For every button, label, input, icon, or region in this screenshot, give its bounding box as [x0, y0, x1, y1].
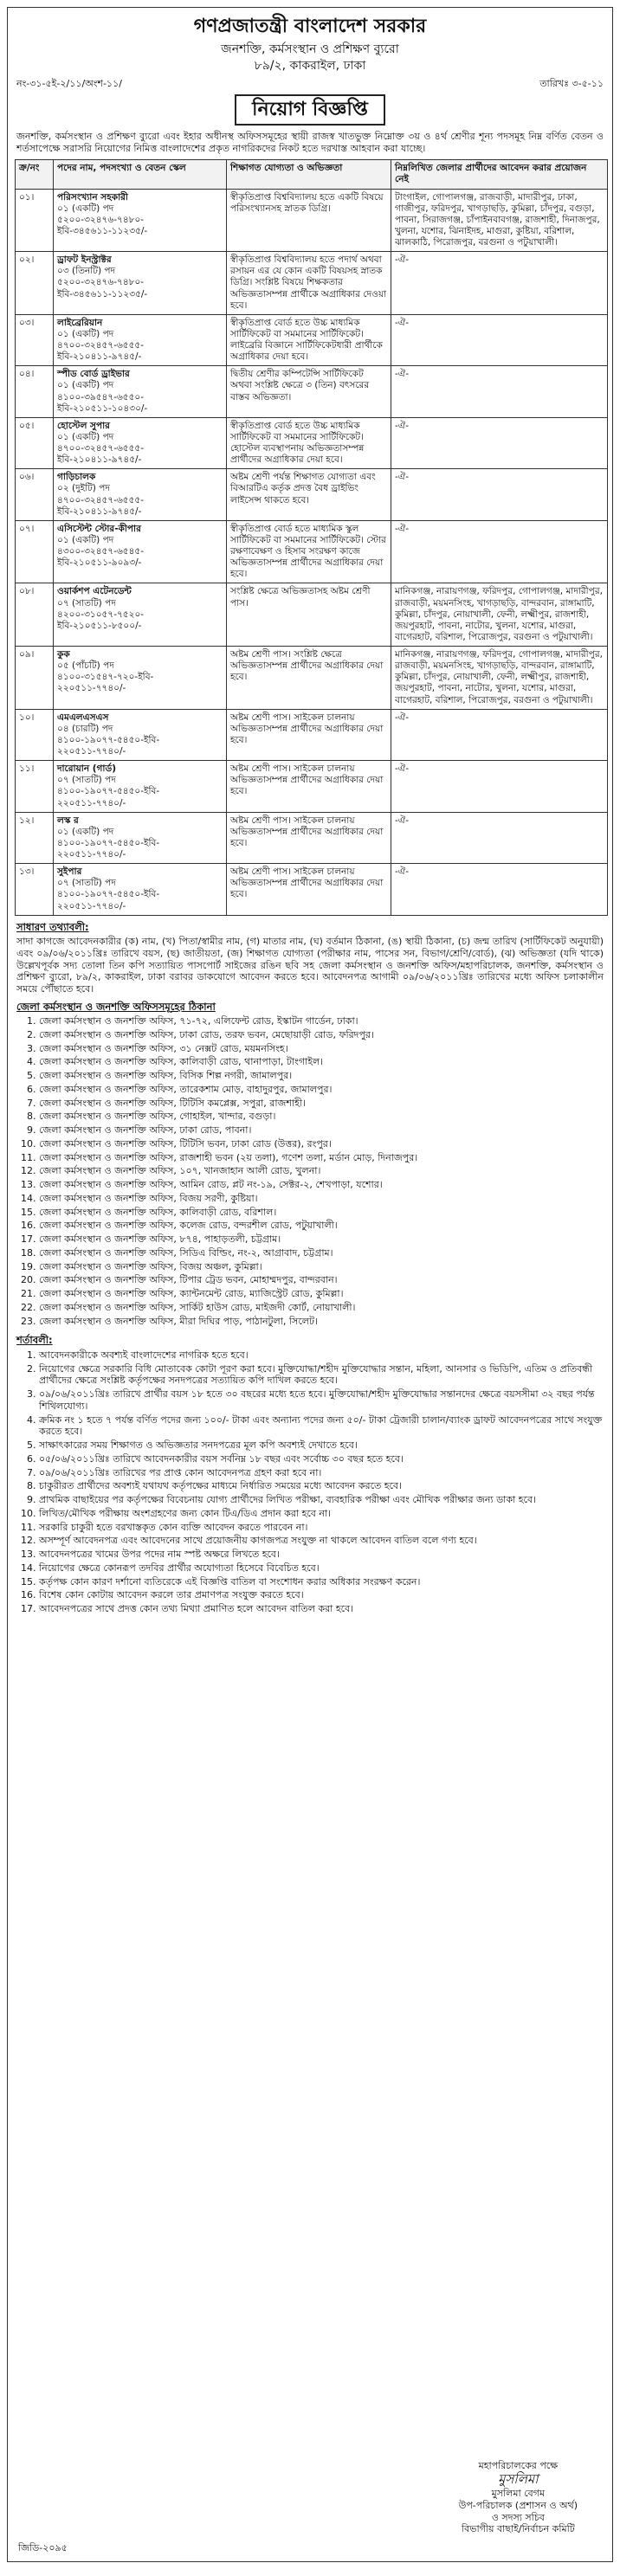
office-item: 1. জেলা কর্মসংস্থান ও জনশক্তি অফিস, ৭১-৭২, এলিফেন্ট রোড, ইস্কাটন গার্ডেন, ঢাকা। [39, 1015, 604, 1027]
table-row [16, 417, 608, 469]
office-item: 10. জেলা কর্মসংস্থান ও জনশক্তি অফিস, টিটিসি ভবন, ঢাকা রোড (উত্তর), রংপুর। [39, 1138, 604, 1150]
offices-list [16, 1015, 604, 1327]
row-qualification: স্বীকৃতিপ্রাপ্ত বোর্ড হতে উচ্চ মাধ্যমিক সার্টিফিকেট বা সমমানের সার্টিফিকেট। হোস্টেল ব্যবস্থাপনায় অভিজ্ঞতাসম্পন্ন প্রার্থীদের অগ্রাধিকার দেয়া হবে। [227, 417, 391, 469]
row-serial: ০২। [16, 252, 54, 315]
office-item: 4. জেলা কর্মসংস্থান ও জনশক্তি অফিস, কালিবাড়ী রোড, থানাপাড়া, টাংগাইল। [39, 1056, 604, 1068]
reference-line [8, 74, 612, 93]
footer-code: জিডি-২০৯৫ [18, 2542, 68, 2554]
col-serial: ক্র/নং [16, 160, 54, 189]
row-post-cell [54, 314, 227, 366]
row-serial: ০৩। [16, 314, 54, 366]
row-serial: ০৪। [16, 366, 54, 418]
row-excluded-districts: -ঐ- [391, 761, 608, 813]
office-item: 16. জেলা কর্মসংস্থান ও জনশক্তি অফিস, কলেজ রোড, বন্দরশীল রোড, পটুয়াখালী। [39, 1220, 604, 1232]
post-count: ০৭ (সাতটি) পদ [57, 775, 116, 786]
row-post-cell [54, 812, 227, 864]
post-name: পরিসংখ্যান সহকারী [57, 191, 128, 203]
col-qualification: শিক্ষাগত যোগ্যতা ও অভিজ্ঞতা [227, 160, 391, 189]
signatory-committee: বিভাগীয় বাছাই/নির্বাচন কমিটি [462, 2523, 575, 2535]
office-item: 2. জেলা কর্মসংস্থান ও জনশক্তি অফিস, ঢাকা রোড, তরফ ভবন, মেছোয়াড়ী রোড, ফরিদপুর। [39, 1029, 604, 1041]
notice-page [7, 7, 613, 2562]
table-row [16, 366, 608, 418]
row-post-cell [54, 469, 227, 521]
pay-grade: ২২০৫১১-৭৭৪০/- [57, 746, 126, 757]
signature-block [459, 2460, 578, 2536]
condition-item: 8. চাকুরীরত প্রার্থীদের অবশ্যই যথাযথ কর্তৃপক্ষের মাধ্যমে নির্ধারিত সময়ের মধ্যে আবেদন করতে হবে। [39, 1480, 604, 1492]
row-post-cell [54, 520, 227, 583]
post-name: ওয়ার্কশপ এটেনডেন্ট [57, 586, 132, 597]
row-post-cell [54, 709, 227, 761]
offices-section [8, 995, 612, 1328]
table-row [16, 583, 608, 647]
col-excluded-districts: নিম্নলিখিত জেলার প্রার্থীদের আবেদন করার প্রয়োজন নেই [391, 160, 608, 189]
condition-item: 14. নিয়োগের ক্ষেত্রে কোনরূপ তদবির প্রার্থীর অযোগ্যতা হিসেবে বিবেচিত হবে। [39, 1562, 604, 1575]
post-count: ০১ (একটি) পদ [57, 328, 114, 339]
post-count: ০১ (একটি) পদ [57, 534, 114, 545]
row-qualification: স্বীকৃতিপ্রাপ্ত বোর্ড হতে উচ্চ মাধ্যমিক সার্টিফিকেট বা সমমানের সার্টিফিকেট। লাইব্রেরি বিজ্ঞানে সার্টিফিকেটধারী প্রার্থীকে অগ্রাধিকার দেয়া হবে। [227, 314, 391, 366]
post-count: ০১ (একটি) পদ [57, 203, 114, 214]
signature-mark: মুসলিমা [498, 2471, 539, 2488]
government-name: গণপ্রজাতন্ত্রী বাংলাদেশ সরকার [193, 15, 427, 37]
row-qualification: অষ্টম শ্রেণী পাস। সাইকেল চালনায় অভিজ্ঞতাসম্পন্ন প্রার্থীদের অগ্রাধিকার দেয়া হবে। [227, 709, 391, 761]
row-qualification: দ্বিতীয় শ্রেণীর কম্পিটেন্সি সার্টিফিকেট অথবা সংশ্লিষ্ট ক্ষেত্রে ৩ (তিন) বৎসরের বাস্তব অভিজ্ঞতা। [227, 366, 391, 418]
department-address: ৮৯/২, কাকরাইল, ঢাকা [254, 59, 366, 73]
pay-scale: ৪১০০-১৯০৭৭-৫৪৫০-ইবি- [57, 837, 160, 848]
office-item: 13. জেলা কর্মসংস্থান ও জনশক্তি অফিস, আমিন রোড, প্লট নং-১৯, সেক্টর-২, শেখপাড়া, যশোর। [39, 1179, 604, 1191]
row-post-cell [54, 366, 227, 418]
row-qualification: স্বীকৃতিপ্রাপ্ত বিশ্ববিদ্যালয় হতে একটি বিষয়ে পরিসংখ্যানসহ স্নাতক ডিগ্রি। [227, 189, 391, 252]
table-row [16, 647, 608, 710]
office-item: 8. জেলা কর্মসংস্থান ও জনশক্তি অফিস, গোহাইল, খান্দার, বগুড়া। [39, 1111, 604, 1123]
office-item: 21. জেলা কর্মসংস্থান ও জনশক্তি অফিস, ক্যান্টনমেন্ট রোড, ম্যাজিস্ট্রেট রোড, কুমিল্লা। [39, 1288, 604, 1300]
post-name: এসিস্টেন্ট স্টোর-কীপার [57, 523, 141, 534]
row-serial: ০৫। [16, 417, 54, 469]
row-excluded-districts: -ঐ- [391, 812, 608, 864]
row-qualification: স্বীকৃতিপ্রাপ্ত বোর্ড হতে মাধ্যমিক স্কুল সার্টিফিকেট বা সমমানের সার্টিফিকেট। স্টোর রক্ষণাবেক্ষণ ও হিসাব সংরক্ষণ কাজে অভিজ্ঞতাসম্পন্ন প্রার্থীদের অগ্রাধিকার দেয়া হবে। [227, 520, 391, 583]
general-info-section [8, 916, 612, 995]
condition-item: 6. ০৫/০৬/২০১১খ্রিঃ তারিখে আবেদনকারীর বয়স সর্বনিম্ন ১৮ বছর এবং সর্বোচ্চ ৩০ বছর হতে হবে। [39, 1453, 604, 1465]
row-qualification: সংশ্লিষ্ট ক্ষেত্রে অভিজ্ঞতাসহ অষ্টম শ্রেণী পাস। [227, 583, 391, 647]
row-qualification: অষ্টম শ্রেণী পাস। সংশ্লিষ্ট ক্ষেত্রে অভিজ্ঞতাসম্পন্ন প্রার্থীদের অগ্রাধিকার দেয়া হবে। [227, 647, 391, 710]
row-excluded-districts: -ঐ- [391, 469, 608, 521]
jobs-table-header [16, 160, 608, 189]
memo-number: নং-৩১-৫ই-২/১১/অংশ-১১/ [16, 77, 122, 89]
notice-title: নিয়োগ বিজ্ঞপ্তি [235, 94, 385, 126]
row-excluded-districts: -ঐ- [391, 864, 608, 916]
general-info-title: সাধারণ তথ্যাবলী: [16, 920, 89, 933]
post-count: ০১ (একটি) পদ [57, 380, 114, 391]
jobs-table [15, 159, 608, 915]
post-name: গাড়িচালক [57, 472, 96, 483]
row-serial: ০৭। [16, 520, 54, 583]
row-post-cell [54, 647, 227, 710]
notice-date: তারিখঃ ৩-৫-১১ [539, 77, 604, 89]
condition-item: 9. প্রাথমিক বাছাইয়ের পর কর্তৃপক্ষের বিবেচনায় যোগ্য প্রার্থীদের লিখিত পরীক্ষা, ব্যবহারিক পরীক্ষা এবং মৌখিক পরীক্ষার জন্য ডাকা হবে। [39, 1494, 604, 1506]
row-post-cell [54, 761, 227, 813]
row-serial: ০৯। [16, 647, 54, 710]
office-item: 12. জেলা কর্মসংস্থান ও জনশক্তি অফিস, ১০৭, খানজাহান আলী রোড, খুলনা। [39, 1165, 604, 1177]
condition-item: 10. লিখিত/মৌখিক পরীক্ষায় অংশগ্রহণের জন্য কোন টিএ/ডিএ প্রদান করা হবে না। [39, 1508, 604, 1520]
row-serial: ১২। [16, 812, 54, 864]
col-post: পদের নাম, পদসংখ্যা ও বেতন স্কেল [54, 160, 227, 189]
office-item: 23. জেলা কর্মসংস্থান ও জনশক্তি অফিস, মীরা দিঘির পাড়, পাঠানটুলা, সিলেট। [39, 1316, 604, 1328]
condition-item: 7. ০৯/০৬/২০১১খ্রিঃ তারিখের পর প্রাপ্ত কোন আবেদনপত্র গ্রহণ করা হবে না। [39, 1467, 604, 1479]
pay-grade: ইবি-২১০৫১১-৯০৯৩/- [57, 557, 142, 569]
post-count: ০১ (একটি) পদ [57, 826, 114, 837]
office-item: 14. জেলা কর্মসংস্থান ও জনশক্তি অফিস, বিজয় সরণী, কুষ্টিয়া। [39, 1193, 604, 1205]
table-row [16, 812, 608, 864]
row-post-cell [54, 189, 227, 252]
row-excluded-districts: -ঐ- [391, 417, 608, 469]
row-serial: ১৩। [16, 864, 54, 916]
row-post-cell [54, 417, 227, 469]
row-qualification: স্বীকৃতিপ্রাপ্ত বিশ্ববিদ্যালয় হতে পদার্থ অথবা রসায়ন এর যে কোন একটি বিষয়সহ স্নাতক ডিগ্রি। সংশ্লিষ্ট বিষয়ে শিক্ষকতার অভিজ্ঞতাসম্পন্ন প্রার্থীকে অগ্রাধিকার দেওয়া হবে। [227, 252, 391, 315]
row-serial: ০১। [16, 189, 54, 252]
post-name: দারোয়ান (গার্ড) [57, 763, 117, 775]
row-excluded-districts: -ঐ- [391, 366, 608, 418]
pay-scale: ৪১০০-১৯০৭৭-৫৪৫০-ইবি- [57, 889, 160, 900]
pay-grade: ২২০৫১১-৭৭৪০/- [57, 797, 126, 808]
pay-grade: ইবি-২১০৪১১-৯৭৪৫/- [57, 351, 142, 363]
pay-scale: ৫২০০-৩২৪৭৬-৭৪৮০- [57, 214, 145, 225]
row-post-cell [54, 864, 227, 916]
office-item: 22. জেলা কর্মসংস্থান ও জনশক্তি অফিস, সার্কিট হাউস রোড, মাইজদী কোর্ট, নোয়াখালী। [39, 1302, 604, 1314]
pay-grade: ইবি-২১০৫১১-১০৪৩০/- [57, 402, 148, 414]
row-serial: ১০। [16, 709, 54, 761]
post-name: হোস্টেল সুপার [57, 420, 110, 431]
general-info-text: সাদা কাগজে আবেদনকারীর (ক) নাম, (খ) পিতা/স্বামীর নাম, (গ) মাতার নাম, (ঘ) বর্তমান ঠিকানা, (ঙ) স্থায়ী ঠিকানা, (চ) জন্ম তারিখ (সার্টিফিকেট অনুযায়ী) এবং ০৯/০৬/২০১১খ্রিঃ তারিখে বয়স, (ছ) জাতীয়তা, (জ) শিক্ষাগত যোগ্যতা (পরীক্ষার নাম, পাসের সন, বিভাগ/শ্রেণি/বোর্ড), (ঝ) অভিজ্ঞতা (যদি থাকে) উল্লেখপূর্বক সদ্য তোলা তিন কপি সত্যায়িত পাসপোর্ট সাইজের রঙিন ছবি সহ জেলা কর্মসংস্থান ও জনশক্তি অফিস/মহাপরিচালক, জনশক্তি, কর্মসংস্থান ও প্রশিক্ষণ ব্যুরো, ৮৯/২, কাকরাইল, ঢাকা বরাবর ডাকযোগে আবেদন করতে হবে। আবেদনপত্র আগামী ০৯/০৬/২০১১খ্রিঃ তারিখের মধ্যে অফিস চলাকালীন সময়ে পৌঁছাতে হবে। [16, 936, 604, 995]
post-count: ০৫ (পাঁচটি) পদ [57, 660, 114, 672]
office-item: 6. জেলা কর্মসংস্থান ও জনশক্তি অফিস, তারেকশাম মোড়, বাহাদুরপুর, জামালপুর। [39, 1084, 604, 1096]
post-count: ০৪ (চারটি) পদ [57, 723, 113, 734]
condition-item: 16. বিশেষ কোন কোটায় আবেদন করলে তার প্রমাণপত্র সংযুক্ত করতে হবে। [39, 1589, 604, 1601]
table-row [16, 314, 608, 366]
post-name: এমএলএসএস [57, 712, 109, 723]
office-item: 3. জেলা কর্মসংস্থান ও জনশক্তি অফিস, ৩১ নেক্সট রোড, ময়মনসিংহ। [39, 1043, 604, 1055]
condition-item: 17. আবেদনপত্রের সাথে প্রদত্ত কোন তথ্য মিথ্যা প্রমাণিত হলে আবেদন বাতিল করা হবে। [39, 1603, 604, 1615]
signatory-role: ও সদস্য সচিব [491, 2511, 545, 2523]
row-qualification: অষ্টম শ্রেণী পর্যন্ত শিক্ষাগত যোগ্যতা এবং বিআরটিএ কর্তৃক প্রদত্ত বৈধ ড্রাইভিং লাইসেন্স থাকতে হবে। [227, 469, 391, 521]
post-count: ০৭ (সাতটি) পদ [57, 597, 116, 609]
pay-scale: ৪১০০-১৯০৭৭-৫৪৫০-ইবি- [57, 786, 160, 797]
table-row [16, 469, 608, 521]
row-serial: ০৬। [16, 469, 54, 521]
post-count: ০৭ (সাতটি) পদ [57, 878, 116, 889]
row-excluded-districts: মানিকগঞ্জ, নারায়ণগঞ্জ, ফরিদপুর, গোপালগঞ্জ, মাদারীপুর, রাজবাড়ী, ময়মনসিংহ, খাগড়াছড়ি, বান্দরবান, রাঙ্গামাটি, কুমিল্লা, চাঁদপুর, নোয়াখালী, ফেনী, লক্ষ্মীপুর, রাজশাহী, জয়পুরহাট, পাবনা, নাটোর, খুলনা, যশোর, মাগুরা, বাগেরহাট, বরিশাল, পিরোজপুর, বরগুনা ও পটুয়াখালী। [391, 647, 608, 710]
conditions-section [8, 1329, 612, 1614]
pay-scale: ৪১০০-১৯০৭৭-৫৪৫০-ইবি- [57, 734, 160, 745]
condition-item: 15. কর্তৃপক্ষ কোন কারণ দর্শানো ব্যতিরেকে এই বিজ্ঞপ্তি বাতিল বা সংশোধন করার অধিকার সংরক্ষণ করেন। [39, 1576, 604, 1588]
pay-grade: ইবি-২১০৪১১-৯৭৪৫/- [57, 506, 142, 517]
table-row [16, 189, 608, 252]
post-name: লস্ক র [57, 815, 79, 826]
pay-grade: ইবি-৩৪৫৬১১-১১২৩৫/- [57, 288, 148, 299]
table-row [16, 252, 608, 315]
row-post-cell [54, 252, 227, 315]
pay-scale: ৪৭০০-৩২৪৫৭-৬৫৫৫- [57, 443, 145, 454]
row-serial: ১১। [16, 761, 54, 813]
title-wrap [8, 94, 612, 126]
table-row [16, 520, 608, 583]
office-item: 5. জেলা কর্মসংস্থান ও জনশক্তি অফিস, বিসিক শিল্প নগরী, জামালপুর। [39, 1070, 604, 1082]
signatory-designation: উপ-পরিচালক (প্রশাসন ও অর্থ) [458, 2499, 578, 2511]
pay-grade: ইবি-২১০৪১১-৯৭৪৫/- [57, 454, 142, 466]
office-item: 18. জেলা কর্মসংস্থান ও জনশক্তি অফিস, সিডিএ বিল্ডিং, নং-২, আগ্রাবাদ, চট্টগ্রাম। [39, 1247, 604, 1259]
post-name: স্পীড বোর্ড ড্রাইভার [57, 369, 130, 380]
pay-grade: ২২০৫১১-৭৭৪০/- [57, 683, 126, 694]
row-qualification: অষ্টম শ্রেণী পাস। সাইকেল চালনায় অভিজ্ঞতাসম্পন্ন প্রার্থীদের অগ্রাধিকার দেয়া হবে। [227, 864, 391, 916]
condition-item: 11. সরকারি চাকুরী হতে বরখাস্তকৃত কোন ব্যক্তি আবেদন করতে পারবেন না। [39, 1522, 604, 1534]
post-count: ০১ (একটি) পদ [57, 431, 114, 442]
pay-scale: ৪৭০০-৩২৪৫৭-৬৫৫৫- [57, 340, 145, 351]
pay-grade: ২২০৫১১-৭৭৪০/- [57, 900, 126, 911]
pay-grade: ২২০৫১১-৭৭৪০/- [57, 849, 126, 860]
row-qualification: অষ্টম শ্রেণী পাস। সাইকেল চালনায় অভিজ্ঞতাসম্পন্ন প্রার্থীদের অগ্রাধিকার দেয়া হবে। [227, 761, 391, 813]
office-item: 17. জেলা কর্মসংস্থান ও জনশক্তি অফিস, ৮৭৪, পাহাড়তলী, চট্টগ্রাম। [39, 1233, 604, 1246]
pay-scale: ৪১০০-৩১৫৪৭-৭২০-ইবি- [57, 672, 154, 683]
table-row [16, 709, 608, 761]
post-name: ড্রাফট ইনস্ট্রাক্টর [57, 254, 112, 266]
condition-item: 12. অসম্পূর্ণ আবেদনপত্র এবং আবেদনের সাথে প্রয়োজনীয় কাগজপত্র সংযুক্ত না থাকলে আবেদন বাতিল বলে গণ্য হবে। [39, 1535, 604, 1547]
post-count: ০৩ (তিনটি) পদ [57, 266, 116, 277]
office-item: 7. জেলা কর্মসংস্থান ও জনশক্তি অফিস, টিটিসি কমপ্লেক্স, সপুরা, রাজশাহী। [39, 1098, 604, 1110]
pay-scale: ৪৩০০-৩২৪৫৭-৬৫৪৫- [57, 546, 145, 557]
pay-scale: ৪১০০-৩৯৫৪৭-৬৫৫০- [57, 391, 145, 402]
row-excluded-districts: -ঐ- [391, 314, 608, 366]
post-name: লাইব্রেরিয়ান [57, 317, 103, 328]
office-item: 9. জেলা কর্মসংস্থান ও জনশক্তি অফিস, ঢাকা রোড, পাবনা। [39, 1124, 604, 1137]
on-behalf-line: মহাপরিচালকের পক্ষে [478, 2459, 559, 2471]
office-item: 11. জেলা কর্মসংস্থান ও জনশক্তি অফিস, রাজশাহী ভবন (২য় তলা), গণেশ তলা, মর্ডান মোড়, দিনাজপুর। [39, 1152, 604, 1164]
offices-title: জেলা কর্মসংস্থান ও জনশক্তি অফিসসমূহের ঠিকানা [16, 1000, 216, 1013]
jobs-table-body [16, 189, 608, 915]
conditions-list [16, 1349, 604, 1615]
office-item: 20. জেলা কর্মসংস্থান ও জনশক্তি অফিস, টিপার ট্রেড ভবন, মোহাম্মদপুর, বান্দরবান। [39, 1274, 604, 1286]
row-excluded-districts: -ঐ- [391, 709, 608, 761]
notice-header [8, 8, 612, 74]
pay-scale: ৪৭০০-৩২৪৫৭-৬৫৫৫- [57, 494, 145, 506]
condition-item: 4. ক্রমিক নং ১ হতে ৭ পর্যন্ত বর্ণিত পদের জন্য ১০০/- টাকা এবং অন্যান্য পদের জন্য ৫০/- টাকা ট্রেজারী চালান/ব্যাংক ড্রাফট আবেদনপত্রের সাথে সংযুক্ত করতে হবে। [39, 1414, 604, 1439]
row-serial: ০৮। [16, 583, 54, 647]
table-row [16, 864, 608, 916]
row-excluded-districts: -ঐ- [391, 520, 608, 583]
table-row [16, 761, 608, 813]
post-name: কুক [57, 649, 70, 660]
condition-item: 5. সাক্ষাৎকারের সময় শিক্ষাগত ও অভিজ্ঞতার সনদপত্রের মূল কপি অবশ্যই দেখাতে হবে। [39, 1439, 604, 1452]
pay-scale: ৪২০০-৩১০৫৭-৭৫২০- [57, 609, 145, 620]
post-name: সুইপার [57, 866, 82, 878]
row-excluded-districts: মানিকগঞ্জ, নারায়ণগঞ্জ, ফরিদপুর, গোপালগঞ্জ, মাদারীপুর, রাজবাড়ী, ময়মনসিংহ, খাগড়াছড়ি, বান্দরবান, রাঙ্গামাটি, কুমিল্লা, চাঁদপুর, নোয়াখালী, ফেনী, লক্ষ্মীপুর, রাজশাহী, জয়পুরহাট, পাবনা, নাটোর, খুলনা, যশোর, মাগুরা, বাগেরহাট, বরিশাল, পিরোজপুর, বরগুনা ও পটুয়াখালী। [391, 583, 608, 647]
condition-item: 13. আবেদনপত্রের খামের উপর পদের নাম স্পষ্ট অক্ষরে লিখতে হবে। [39, 1549, 604, 1561]
conditions-title: শর্তাবলী: [16, 1334, 53, 1347]
row-excluded-districts: -ঐ- [391, 252, 608, 315]
pay-scale: ৫২০০-৩২৪৭৬-৭৪৮০- [57, 277, 145, 288]
pay-grade: ইবি-৩৪৫৬১১-১১২৩৫/- [57, 225, 148, 236]
department-name: জনশক্তি, কর্মসংস্থান ও প্রশিক্ষণ ব্যুরো [221, 42, 399, 56]
post-count: ০২ (দুইটি) পদ [57, 483, 110, 494]
row-excluded-districts: টাংগাইল, গোপালগঞ্জ, রাজবাড়ী, মাদারীপুর, ঢাকা, গাজীপুর, ফরিদপুর, খাগড়াছড়ি, কুমিল্লা, চাঁদপুর, বগুড়া, পাবনা, সিরাজগঞ্জ, চাঁপাইনবাবগঞ্জ, রাজশাহী, দিনাজপুর, খুলনা, যশোর, ঝিনাইদহ, মাগুরা, কুষ্টিয়া, বরিশাল, ঝালকাঠি, পিরোজপুর, বরগুনা ও পটুয়াখালী। [391, 189, 608, 252]
row-qualification: অষ্টম শ্রেণী পাস। সাইকেল চালনায় অভিজ্ঞতাসম্পন্ন প্রার্থীদের অগ্রাধিকার দেয়া হবে। [227, 812, 391, 864]
condition-item: 3. ০৯/০৬/২০১১খ্রিঃ তারিখে প্রার্থীর বয়স ১৮ হতে ৩০ বছরের মধ্যে হতে হবে। মুক্তিযোদ্ধা/শহীদ মুক্তিযোদ্ধার সন্তানদের ক্ষেত্রে বয়সসীমা ৩২ বছর পর্যন্ত শিথিলযোগ্য। [39, 1388, 604, 1413]
row-post-cell [54, 583, 227, 647]
condition-item: 2. নিয়োগের ক্ষেত্রে সরকারি বিধি মোতাবেক কোটা পূরণ করা হবে। মুক্তিযোদ্ধা/শহীদ মুক্তিযোদ্ধার সন্তান, মহিলা, আনসার ও ভিডিপি, এতিম ও প্রতিবন্ধী প্রার্থীদের ক্ষেত্রে সংশ্লিষ্ট কর্তৃপক্ষের সনদপত্রের সত্যায়িত কপি দাখিল করতে হবে। [39, 1363, 604, 1388]
office-item: 19. জেলা কর্মসংস্থান ও জনশক্তি অফিস, বিজয় অঞ্চল, কুমিল্লা। [39, 1261, 604, 1273]
pay-grade: ইবি-২১০৫১১-৮৫০০/- [57, 620, 142, 631]
condition-item: 1. আবেদনকারীকে অবশ্যই বাংলাদেশের নাগরিক হতে হবে। [39, 1349, 604, 1362]
office-item: 15. জেলা কর্মসংস্থান ও জনশক্তি অফিস, কালিবাড়ী রোড, বরিশাল। [39, 1207, 604, 1219]
intro-paragraph: জনশক্তি, কর্মসংস্থান ও প্রশিক্ষণ ব্যুরো এবং ইহার অধীনস্থ অফিসসমূহের স্থায়ী রাজস্ব খাতভুক্ত নিম্নোক্ত ৩য় ও ৪র্থ শ্রেণীর শূন্য পদসমূহ নিম্ন বর্ণিত বেতন ও শর্তসাপেক্ষে সরাসরি নিয়োগের নিমিত্ত বাংলাদেশের প্রকৃত নাগরিকদের নিকট হতে দরখাস্ত আহবান করা যাচ্ছে। [16, 130, 604, 154]
signatory-name: মুসলিমা বেগম [491, 2488, 546, 2499]
